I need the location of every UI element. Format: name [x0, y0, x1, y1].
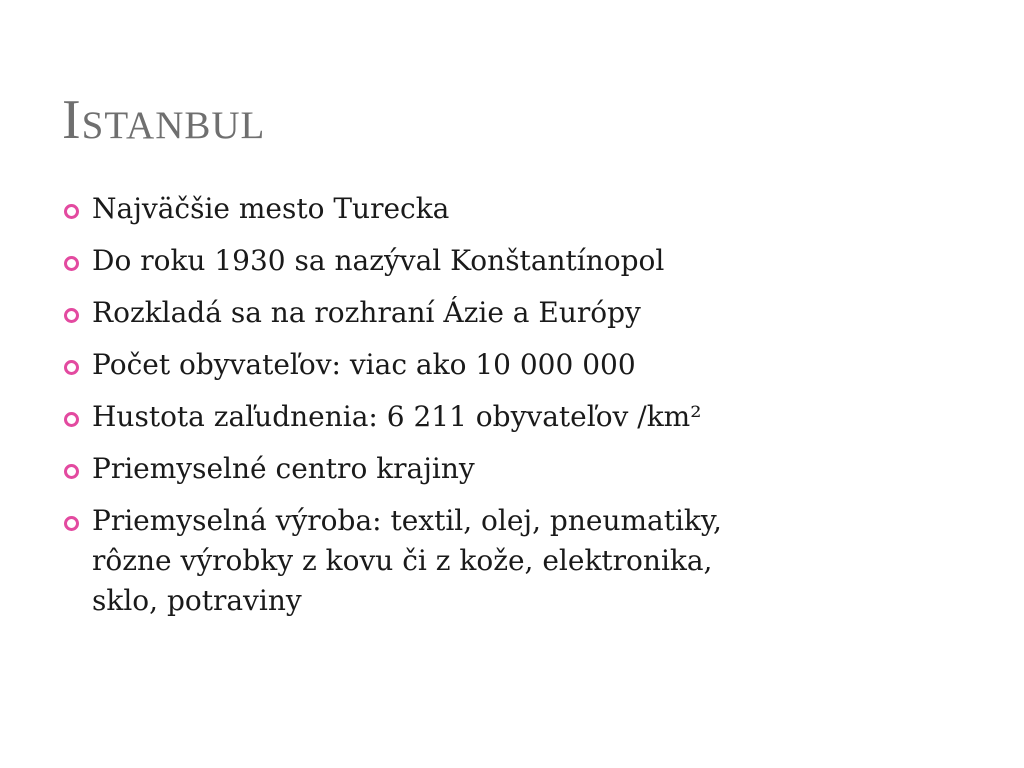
circle-bullet-icon: [64, 256, 79, 271]
circle-bullet-icon: [64, 464, 79, 479]
circle-bullet-icon: [64, 308, 79, 323]
bullet-text: Priemyselné centro krajiny: [92, 452, 475, 485]
bullet-text: Najväčšie mesto Turecka: [92, 192, 450, 225]
bullet-list: [62, 189, 962, 633]
bullet-text: Priemyselná výroba: textil, olej, pneumatiky, rôzne výrobky z kovu či z kože, elektronika, sklo, potraviny: [92, 504, 722, 617]
circle-bullet-icon: [64, 204, 79, 219]
slide-title: Istanbul: [62, 89, 266, 151]
circle-bullet-icon: [64, 360, 79, 375]
bullet-item: [62, 241, 962, 281]
bullet-item: [62, 501, 962, 621]
bullet-item: [62, 345, 962, 385]
bullet-item: [62, 189, 962, 229]
bullet-item: [62, 293, 962, 333]
bullet-text: Počet obyvateľov: viac ako 10 000 000: [92, 348, 636, 381]
circle-bullet-icon: [64, 412, 79, 427]
bullet-item: [62, 449, 962, 489]
bullet-text: Do roku 1930 sa nazýval Konštantínopol: [92, 244, 665, 277]
bullet-item: [62, 397, 962, 437]
bullet-text: Hustota zaľudnenia: 6 211 obyvateľov /km²: [92, 400, 702, 433]
bullet-text: Rozkladá sa na rozhraní Ázie a Európy: [92, 296, 641, 329]
circle-bullet-icon: [64, 516, 79, 531]
